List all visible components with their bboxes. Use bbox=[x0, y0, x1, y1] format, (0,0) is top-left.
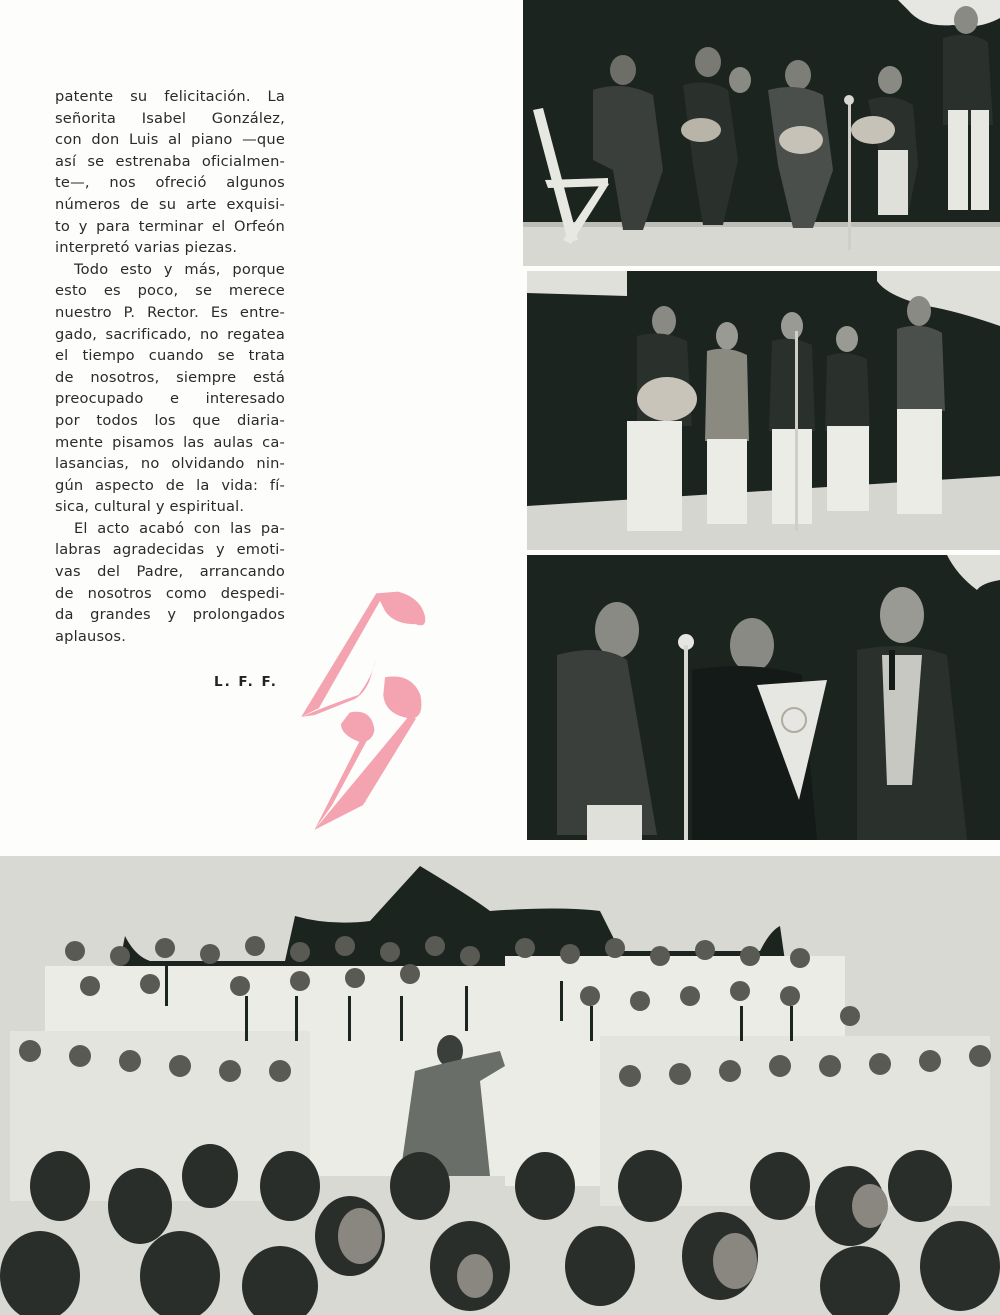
text-line: sica, cultural y espiritual. bbox=[55, 498, 245, 516]
photo-pennant-presentation bbox=[527, 555, 1000, 840]
text-line: vas del Padre, arrancando bbox=[55, 563, 285, 581]
paragraph-1 bbox=[55, 86, 285, 259]
photo-guitar-group-seated bbox=[523, 0, 1000, 266]
text-line: labras agradecidas y emoti- bbox=[55, 541, 285, 559]
text-line: esto es poco, se merece bbox=[55, 282, 285, 300]
text-line: interpretó varias piezas. bbox=[55, 239, 238, 257]
text-line: números de su arte exquisi- bbox=[55, 195, 285, 213]
text-line: señorita Isabel González, bbox=[55, 109, 285, 127]
text-line: por todos los que diaria- bbox=[55, 411, 285, 429]
article-column bbox=[55, 86, 285, 647]
text-line: Todo esto y más, porque bbox=[74, 260, 285, 278]
paragraph-2 bbox=[55, 259, 285, 518]
text-line: da grandes y prolongados bbox=[55, 606, 285, 624]
text-line: aplausos. bbox=[55, 627, 127, 645]
author-signature: L. F. F. bbox=[214, 674, 278, 690]
music-note-icon bbox=[288, 575, 438, 850]
photo-choir-orfeon bbox=[0, 856, 1000, 1315]
paragraph-3 bbox=[55, 518, 285, 648]
text-line: gún aspecto de la vida: fí- bbox=[55, 476, 285, 494]
text-line: el tiempo cuando se trata bbox=[55, 347, 285, 365]
text-line: preocupado e interesado bbox=[55, 390, 285, 408]
text-line: gado, sacrificado, no regatea bbox=[55, 325, 285, 343]
text-line: mente pisamos las aulas ca- bbox=[55, 433, 285, 451]
photo-quintet-singing bbox=[527, 271, 1000, 550]
text-line: de nosotros, siempre está bbox=[55, 368, 285, 386]
text-line: con don Luis al piano —que bbox=[55, 131, 285, 149]
text-line: de nosotros como despedi- bbox=[55, 584, 285, 602]
text-line: te—, nos ofreció algunos bbox=[55, 174, 285, 192]
text-line: nuestro P. Rector. Es entre- bbox=[55, 303, 285, 321]
text-line: lasancias, no olvidando nin- bbox=[55, 455, 285, 473]
text-line: patente su felicitación. La bbox=[55, 88, 285, 105]
text-line: El acto acabó con las pa- bbox=[74, 519, 285, 537]
text-line: así se estrenaba oficialmen- bbox=[55, 152, 285, 170]
text-line: to y para terminar el Orfeón bbox=[55, 217, 285, 235]
